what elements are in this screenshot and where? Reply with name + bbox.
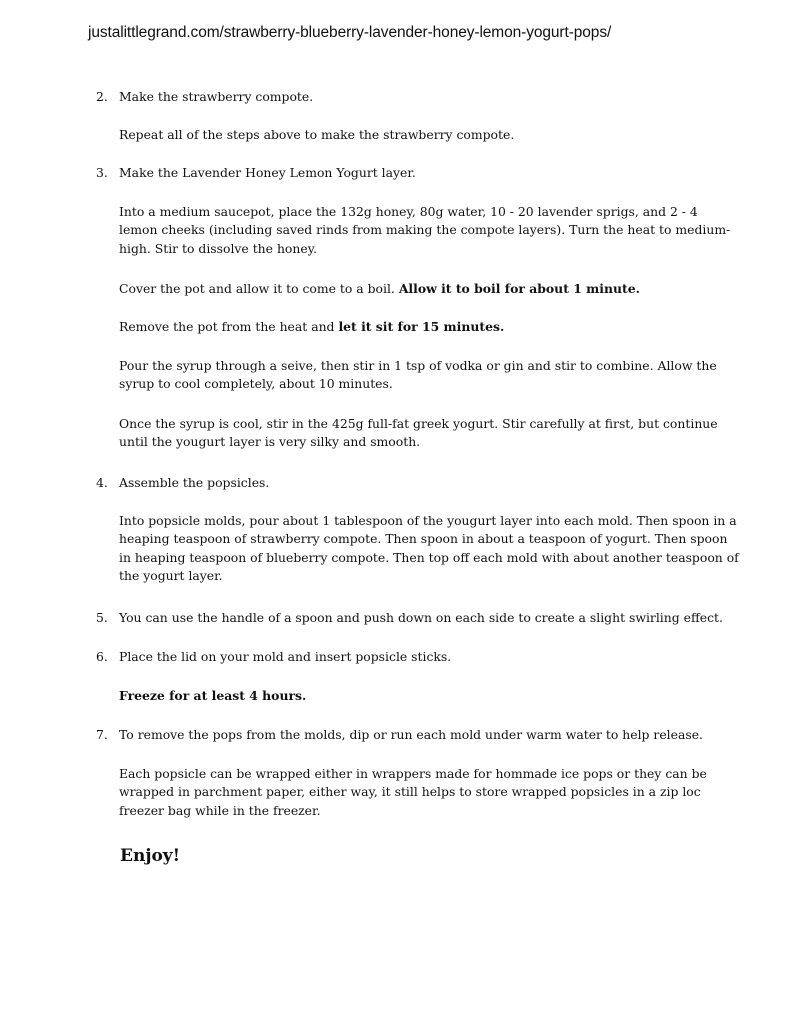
step-title: To remove the pops from the molds, dip or run each mold under warm water to help release.	[119, 727, 703, 742]
step-number: 6.	[96, 649, 108, 664]
step-3-paragraph-3	[119, 318, 739, 336]
step-3-paragraph-1: Into a medium saucepot, place the 132g honey, 80g water, 10 - 20 lavender sprigs, and 2 - 4 lemon cheeks (including saved rinds from making the compote layers). Turn the heat to medium-high. Stir to dissolve the honey.	[119, 204, 731, 256]
step-3-paragraph-3-text: Remove the pot from the heat and	[119, 319, 339, 334]
step-3-paragraph-5: Once the syrup is cool, stir in the 425g full-fat greek yogurt. Stir carefully at first, but continue until the yougurt layer is very silky and smooth.	[119, 416, 718, 450]
step-title: Place the lid on your mold and insert popsicle sticks.	[119, 649, 452, 664]
step-number: 5.	[96, 610, 108, 625]
step-title: Assemble the popsicles.	[119, 475, 270, 490]
step-4-paragraph-1: Into popsicle molds, pour about 1 tablespoon of the yougurt layer into each mold. Then spoon in a heaping teaspoon of strawberry compote. Then spoon in about a teaspoon of yogurt. Then spoon in heaping teaspoon of blueberry compote. Then top off each mold with about another teaspoon of the yogurt layer.	[119, 513, 739, 583]
step-title: Make the strawberry compote.	[119, 89, 314, 104]
step-3-paragraph-2-emphasis: Allow it to boil for about 1 minute.	[398, 281, 640, 296]
step-3-paragraph-2-text: Cover the pot and allow it to come to a boil.	[119, 281, 399, 296]
step-number: 2.	[96, 89, 108, 104]
step-title: Make the Lavender Honey Lemon Yogurt layer.	[119, 165, 416, 180]
step-7-paragraph-1: Each popsicle can be wrapped either in wrappers made for hommade ice pops or they can be wrapped in parchment paper, either way, it still helps to store wrapped popsicles in a zip loc freezer bag while in the freezer.	[119, 766, 707, 818]
step-3-paragraph-3-emphasis: let it sit for 15 minutes.	[338, 319, 505, 334]
step-title: You can use the handle of a spoon and push down on each side to create a slight swirling effect.	[119, 610, 723, 625]
step-number: 3.	[96, 165, 108, 180]
step-3-paragraph-2	[119, 280, 739, 298]
step-6-emphasis: Freeze for at least 4 hours.	[119, 688, 307, 703]
step-6-paragraph-1	[119, 687, 739, 705]
closing-text: Enjoy!	[120, 846, 181, 866]
step-2-paragraph: Repeat all of the steps above to make the strawberry compote.	[119, 127, 515, 142]
source-url: justalittlegrand.com/strawberry-blueberry-lavender-honey-lemon-yogurt-pops/	[88, 24, 612, 41]
step-number: 4.	[96, 475, 108, 490]
step-3-paragraph-4: Pour the syrup through a seive, then stir in 1 tsp of vodka or gin and stir to combine. Allow the syrup to cool completely, about 10 minutes.	[119, 358, 717, 392]
step-number: 7.	[96, 727, 108, 742]
